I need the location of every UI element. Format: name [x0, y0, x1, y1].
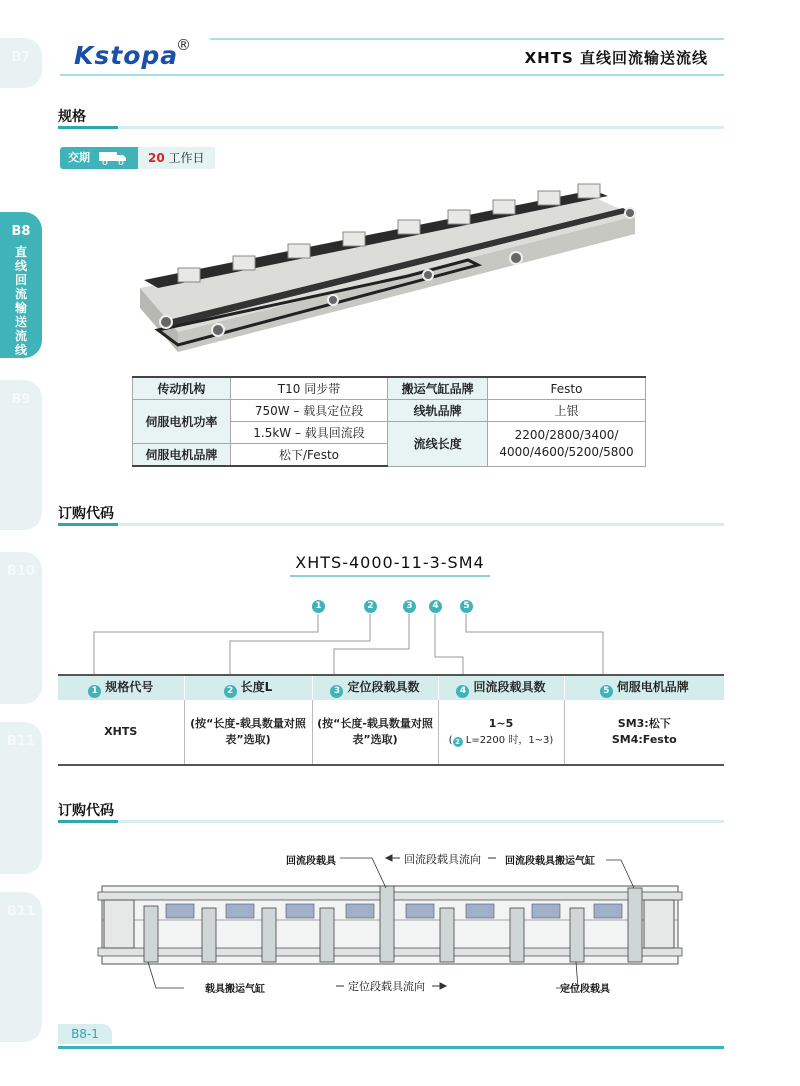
column-header: [312, 675, 438, 700]
section-title-order-code-2: 订购代码: [58, 803, 114, 819]
footer-line: [58, 1046, 724, 1049]
column-header: [184, 675, 312, 700]
label-return-flow: 回流段载具流向: [400, 851, 485, 867]
code-part-1-marker: 1: [312, 600, 325, 613]
cell-note: [449, 735, 554, 746]
side-tab-b11[interactable]: [0, 722, 42, 874]
spec-key-cylinder: 搬运气缸品牌: [388, 377, 488, 400]
spec-key-rail: 线轨品牌: [388, 400, 488, 422]
label-return-carrier: 回流段载具: [286, 856, 336, 867]
cell-text: 1~5: [488, 716, 514, 730]
code-part-4-marker: 4: [429, 600, 442, 613]
number-marker: 3: [330, 685, 343, 698]
cell-text: 表”选取): [352, 733, 398, 746]
spec-key-power: 伺服电机功率: [133, 400, 231, 444]
spec-value-motor: 松下/Festo: [230, 444, 388, 467]
spec-key-drive: 传动机构: [133, 377, 231, 400]
order-code-example: XHTS-4000-11-3-SM4: [290, 553, 490, 575]
delivery-label-text: 交期: [68, 151, 90, 164]
spec-value-power-1: 750W – 载具定位段: [230, 400, 388, 422]
side-tab-code: B9: [11, 392, 31, 407]
spec-value-power-2: 1.5kW – 载具回流段: [230, 422, 388, 444]
spec-key-motor: 伺服电机品牌: [133, 444, 231, 467]
side-tab-code: B8: [11, 224, 31, 239]
spec-value-drive: T10 同步带: [230, 377, 388, 400]
cell-text: L=2200 时，1~3): [462, 734, 554, 746]
number-marker: 4: [456, 685, 469, 698]
number-marker: 2: [453, 737, 463, 747]
side-tab-code: B11: [7, 734, 35, 749]
side-tab-b11-b[interactable]: [0, 892, 42, 1042]
cell-text: SM4:Festo: [611, 733, 677, 746]
conveyor-layout-diagram: [96, 848, 696, 998]
side-tab-code: B7: [11, 50, 31, 65]
spec-value-cylinder: Festo: [488, 377, 646, 400]
cell-length: [184, 700, 312, 765]
column-header: [564, 675, 724, 700]
column-header-label: 回流段载具数: [473, 680, 546, 694]
page-number: B8-1: [58, 1024, 112, 1044]
page-title: XHTS 直线回流输送流线: [524, 49, 708, 67]
cell-return-carriers: [438, 700, 564, 765]
cell-motor-brand: [564, 700, 724, 765]
column-header-label: 规格代号: [105, 680, 154, 694]
delivery-days-number: 20: [148, 151, 165, 165]
label-positioning-carrier: 定位段载具: [560, 984, 610, 995]
cell-text: (按“长度-载具数量对照: [317, 717, 433, 730]
table-row: [58, 700, 724, 765]
cell-text: 表”选取): [225, 733, 271, 746]
spec-key-length: 流线长度: [388, 422, 488, 467]
spec-value-length-1: 2200/2800/3400/: [514, 427, 619, 442]
cell-text: (: [448, 734, 453, 746]
column-header-label: 长度L: [240, 680, 273, 694]
cell-text: (按“长度-载具数量对照: [190, 717, 306, 730]
spec-value-rail: 上银: [488, 400, 646, 422]
delivery-days-unit: 工作日: [168, 151, 205, 165]
code-part-5-marker: 5: [460, 600, 473, 613]
cell-positioning-carriers: [312, 700, 438, 765]
label-carrier-cylinder: 载具搬运气缸: [205, 984, 265, 995]
side-tab-code: B11: [7, 904, 35, 919]
number-marker: 2: [224, 685, 237, 698]
column-header-label: 定位段载具数: [347, 680, 420, 694]
cell-text: SM3:松下: [617, 717, 671, 730]
label-return-cylinder: 回流段载具搬运气缸: [505, 856, 595, 867]
column-header: [58, 675, 184, 700]
column-header-label: 伺服电机品牌: [616, 680, 689, 694]
code-part-2-marker: 2: [364, 600, 377, 613]
code-part-3-marker: 3: [403, 600, 416, 613]
number-marker: 5: [600, 685, 613, 698]
cell-spec-code: XHTS: [58, 700, 184, 765]
spec-value-length-2: 4000/4600/5200/5800: [499, 444, 634, 459]
side-tab-code: B10: [7, 564, 35, 579]
label-positioning-flow: 定位段载具流向: [344, 978, 429, 994]
section-title-spec: 规格: [58, 109, 86, 125]
column-header: [438, 675, 564, 700]
side-tab-label: 直线回流输送流线: [14, 245, 27, 357]
table-header-row: [58, 675, 724, 700]
number-marker: 1: [88, 685, 101, 698]
section-title-order-code: 订购代码: [58, 506, 114, 522]
brand-logo: Kstopa: [74, 41, 179, 70]
section-underline: [58, 820, 724, 823]
order-code-table: [58, 674, 724, 766]
registered-mark: ®: [176, 36, 191, 54]
